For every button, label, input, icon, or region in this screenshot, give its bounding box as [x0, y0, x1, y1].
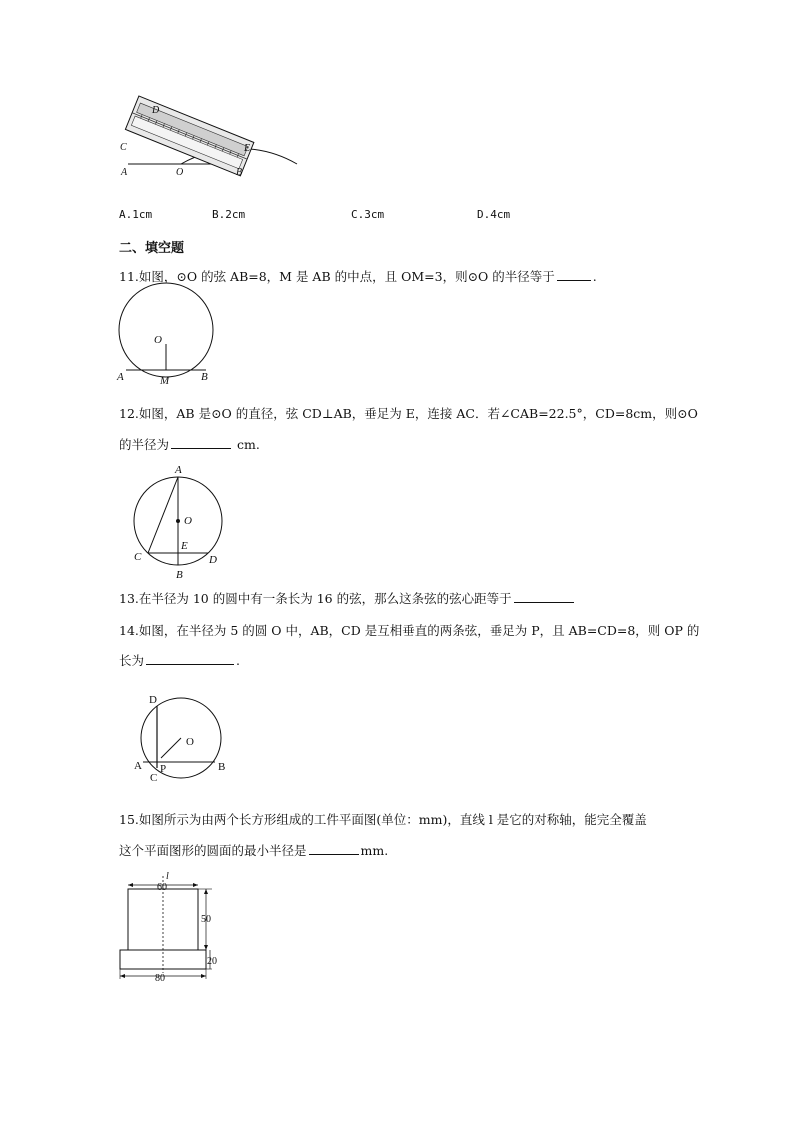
q15-text: 这个平面图形的圆面的最小半径是 — [119, 843, 307, 858]
q13-text: 13.在半径为 10 的圆中有一条长为 16 的弦，那么这条弦的弦心距等于 — [119, 591, 512, 606]
q15-label-l: l — [166, 871, 169, 882]
q14-text: 长为 — [119, 653, 145, 668]
q14-label-O: O — [186, 736, 194, 748]
q10-choice-b: B.2cm — [212, 208, 246, 221]
q12-label-O: O — [184, 515, 192, 527]
q11-label-O: O — [154, 334, 162, 346]
q14-label-C: C — [150, 772, 158, 784]
section-heading: 二、填空题 — [119, 241, 185, 256]
q10-label-O: O — [176, 167, 184, 178]
q11-label-B: B — [201, 371, 208, 383]
q11-text: 11.如图，⊙O 的弦 AB=8，M 是 AB 的中点，且 OM=3，则⊙O 的半径等于 — [119, 269, 555, 284]
q10-label-A: A — [121, 167, 128, 178]
q14-label-D: D — [149, 694, 157, 706]
q10-label-C: C — [120, 142, 127, 153]
q15-label-bottom-width: 80 — [155, 973, 165, 984]
q12-label-A: A — [175, 464, 182, 476]
q12-text: 的半径为 — [119, 437, 170, 452]
q10-choice-d: D.4cm — [477, 208, 511, 221]
q11-label-A: A — [117, 371, 124, 383]
q10-label-B: B — [236, 167, 243, 178]
q15-label-height-bottom: 20 — [207, 956, 217, 967]
q10-label-D: D — [152, 105, 160, 116]
q12-question-line1: 12.如图，AB 是⊙O 的直径，弦 CD⊥AB，垂足为 E，连接 AC．若∠CAB=22.5°，CD=8cm，则⊙O — [119, 406, 698, 421]
q10-choice-c: C.3cm — [351, 208, 385, 221]
q12-label-C: C — [134, 551, 142, 563]
q12-label-E: E — [181, 540, 188, 552]
q14-text-end: . — [236, 653, 240, 668]
q14-label-B: B — [218, 761, 226, 773]
q15-text-end: mm. — [360, 843, 389, 858]
q10-choice-a: A.1cm — [119, 208, 153, 221]
q15-question-line1: 15.如图所示为由两个长方形组成的工件平面图(单位：mm)，直线 l 是它的对称轴，能完全覆盖 — [119, 812, 647, 827]
q11-label-M: M — [160, 375, 170, 387]
q11-text-end: . — [592, 269, 597, 284]
q10-label-E: E — [244, 143, 251, 154]
q14-label-A: A — [134, 760, 142, 772]
q12-label-D: D — [209, 554, 217, 566]
q12-text-end: cm. — [233, 437, 260, 452]
q15-label-height-top: 50 — [201, 914, 211, 925]
q14-label-P: P — [160, 763, 167, 775]
q12-label-B: B — [176, 569, 183, 581]
q14-question-line1: 14.如图，在半径为 5 的圆 O 中，AB，CD 是互相垂直的两条弦，垂足为 P，且 AB=CD=8，则 OP 的 — [119, 623, 700, 638]
q15-label-top-width: 60 — [157, 882, 167, 893]
